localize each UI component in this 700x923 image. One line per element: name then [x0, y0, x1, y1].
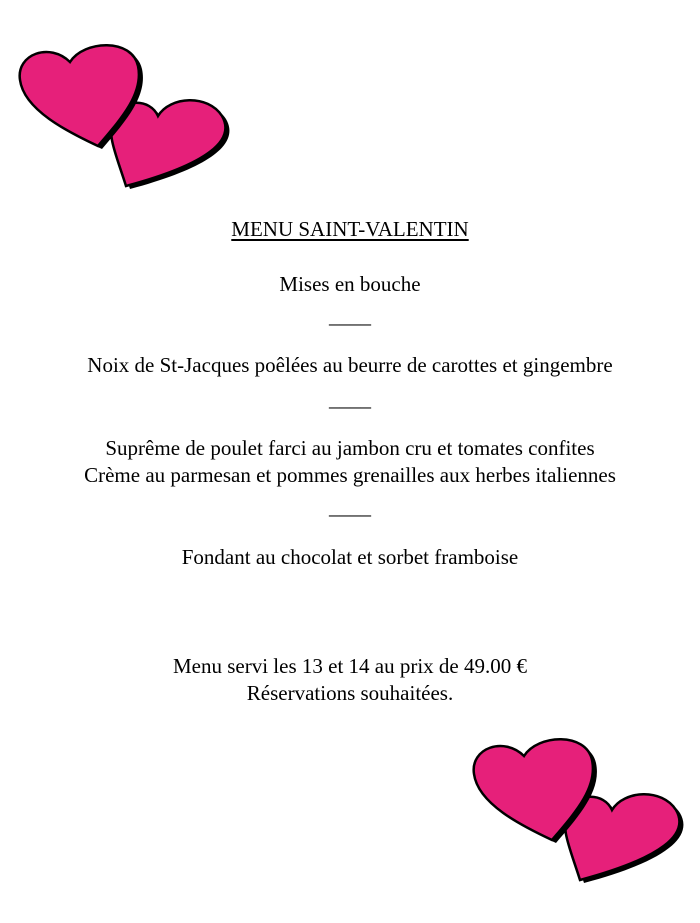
- double-heart-icon: [12, 36, 234, 192]
- double-heart-icon: [466, 730, 688, 886]
- dessert-dish: Fondant au chocolat et sorbet framboise: [181, 545, 519, 569]
- reservation-note: Réservations souhaitées.: [246, 681, 454, 705]
- menu-title: MENU SAINT-VALENTIN: [231, 217, 469, 241]
- starter-dish: Noix de St-Jacques poêlées au beurre de carottes et gingembre: [87, 353, 613, 377]
- main-dish-line-1: Suprême de poulet farci au jambon cru et tomates confites: [105, 436, 595, 460]
- separator-3: ____: [329, 495, 371, 519]
- main-dish-line-2: Crème au parmesan et pommes grenailles aux herbes italiennes: [84, 463, 616, 487]
- amuse-bouche: Mises en bouche: [279, 272, 421, 296]
- separator-2: ____: [329, 387, 371, 411]
- price-line: Menu servi les 13 et 14 au prix de 49.00 €: [172, 654, 528, 678]
- separator-1: ____: [329, 304, 371, 328]
